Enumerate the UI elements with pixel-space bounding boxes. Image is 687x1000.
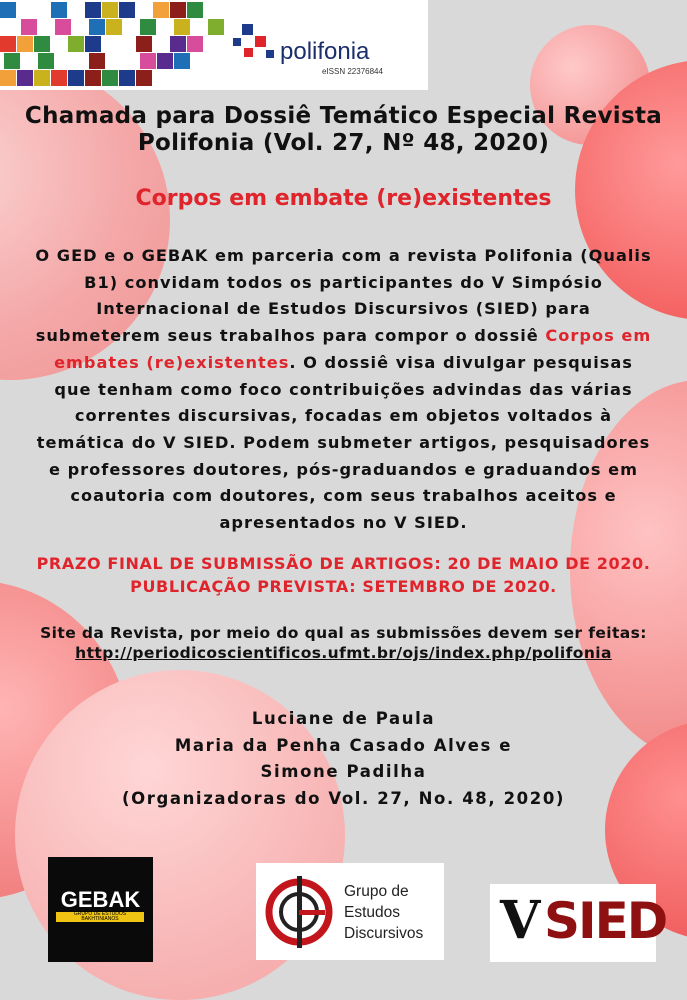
mosaic-tile xyxy=(68,36,84,52)
organizer-name: Simone Padilha xyxy=(260,762,427,781)
mosaic-tile xyxy=(85,2,101,18)
mosaic-tile xyxy=(89,19,105,35)
vsied-logo-v: V xyxy=(500,890,541,951)
mosaic-tile xyxy=(119,2,135,18)
ged-logo-line: Grupo de xyxy=(344,883,409,900)
mosaic-tile xyxy=(34,70,50,86)
polifonia-header-logo xyxy=(0,0,428,90)
mosaic-tile xyxy=(89,53,105,69)
organizers xyxy=(20,706,667,812)
mosaic-tile xyxy=(38,53,54,69)
ged-logo xyxy=(256,863,444,960)
gebak-logo-text: GEBAK xyxy=(60,887,141,912)
mosaic-tile xyxy=(0,70,16,86)
mosaic-tile xyxy=(17,70,33,86)
site-url-link[interactable]: http://periodicoscientificos.ufmt.br/ojs/index.php/polifonia xyxy=(75,644,612,662)
mosaic-tile xyxy=(4,53,20,69)
deadline-notice xyxy=(20,552,667,598)
mosaic-tile xyxy=(123,53,139,69)
mosaic-tile xyxy=(68,70,84,86)
mosaic-tile xyxy=(102,2,118,18)
dossier-subtitle: Corpos em embate (re)existentes xyxy=(135,186,552,211)
gebak-logo-subtext: GRUPO DE ESTUDOS BAKHTINIANOS xyxy=(73,911,127,922)
mosaic-tile xyxy=(17,36,33,52)
ged-logo-text xyxy=(344,881,423,944)
dossier-name-highlight: Corpos em embates (re)existentes xyxy=(54,326,652,372)
description-text: . O dossiê visa divulgar pesquisas que tenham como foco contribuições advindas das várias correntes discursivas, focadas em objetos voltados à temática do V SIED. Podem submeter artigos, pesquisadores e professores doutores, pós-graduandos e graduandos em coautoria com doutores, com seus trabalhos aceitos e apresentados no V SIED. xyxy=(36,352,651,533)
mosaic-tile xyxy=(140,19,156,35)
mosaic-tile xyxy=(153,70,169,86)
mosaic-tile xyxy=(0,2,16,18)
vsied-logo xyxy=(490,884,667,962)
publication-date: PUBLICAÇÃO PREVISTA: SETEMBRO DE 2020. xyxy=(130,577,557,596)
mosaic-tile xyxy=(85,36,101,52)
organizer-name: Luciane de Paula xyxy=(251,709,436,728)
mosaic-tile xyxy=(136,36,152,52)
mosaic-tile xyxy=(34,36,50,52)
mosaic-tile xyxy=(174,53,190,69)
mosaic-tile xyxy=(0,36,16,52)
site-label: Site da Revista, por meio do qual as submissões devem ser feitas: xyxy=(40,624,647,642)
mosaic-tile xyxy=(102,70,118,86)
mosaic-tile xyxy=(170,2,186,18)
mosaic-tile xyxy=(174,19,190,35)
page-title: Chamada para Dossiê Temático Especial Revista Polifonia (Vol. 27, Nº 48, 2020) xyxy=(24,103,663,156)
mosaic-tile xyxy=(21,19,37,35)
mosaic-tile xyxy=(85,70,101,86)
mosaic-tile xyxy=(187,36,203,52)
mosaic-tile xyxy=(157,53,173,69)
ged-logo-line: Discursivos xyxy=(344,925,424,942)
mosaic-tile xyxy=(51,2,67,18)
polifonia-logo-text: polifonia xyxy=(280,38,370,65)
mosaic-tile xyxy=(153,2,169,18)
ged-logo-icon xyxy=(264,873,334,951)
gebak-logo xyxy=(48,857,153,962)
site-info xyxy=(20,623,667,663)
issn-text: eISSN 22376844 xyxy=(322,67,383,76)
color-mosaic-graphic xyxy=(0,0,230,90)
mosaic-tile xyxy=(170,36,186,52)
mosaic-tile xyxy=(136,70,152,86)
vsied-logo-sied: SIED xyxy=(544,892,667,950)
call-description xyxy=(35,243,652,537)
mosaic-tile xyxy=(51,70,67,86)
mosaic-tile xyxy=(55,19,71,35)
organizers-role: (Organizadoras do Vol. 27, No. 48, 2020) xyxy=(121,788,566,808)
mosaic-tile xyxy=(140,53,156,69)
mosaic-tile xyxy=(106,19,122,35)
description-text: O GED e o GEBAK em parceria com a revista Polifonia (Qualis B1) convidam todos os participantes do V Simpósio Internacional de Estudos Discursivos (SIED) para submeterem seus trabalhos para compor o dossiê xyxy=(35,246,652,346)
mosaic-tile xyxy=(187,2,203,18)
organizer-name: Maria da Penha Casado Alves e xyxy=(174,735,513,755)
mosaic-tile xyxy=(208,19,224,35)
ged-logo-line: Estudos xyxy=(344,904,401,921)
submission-deadline: PRAZO FINAL DE SUBMISSÃO DE ARTIGOS: 20 DE MAIO DE 2020. xyxy=(36,554,651,573)
mosaic-tile xyxy=(21,53,37,69)
mosaic-tile xyxy=(119,70,135,86)
